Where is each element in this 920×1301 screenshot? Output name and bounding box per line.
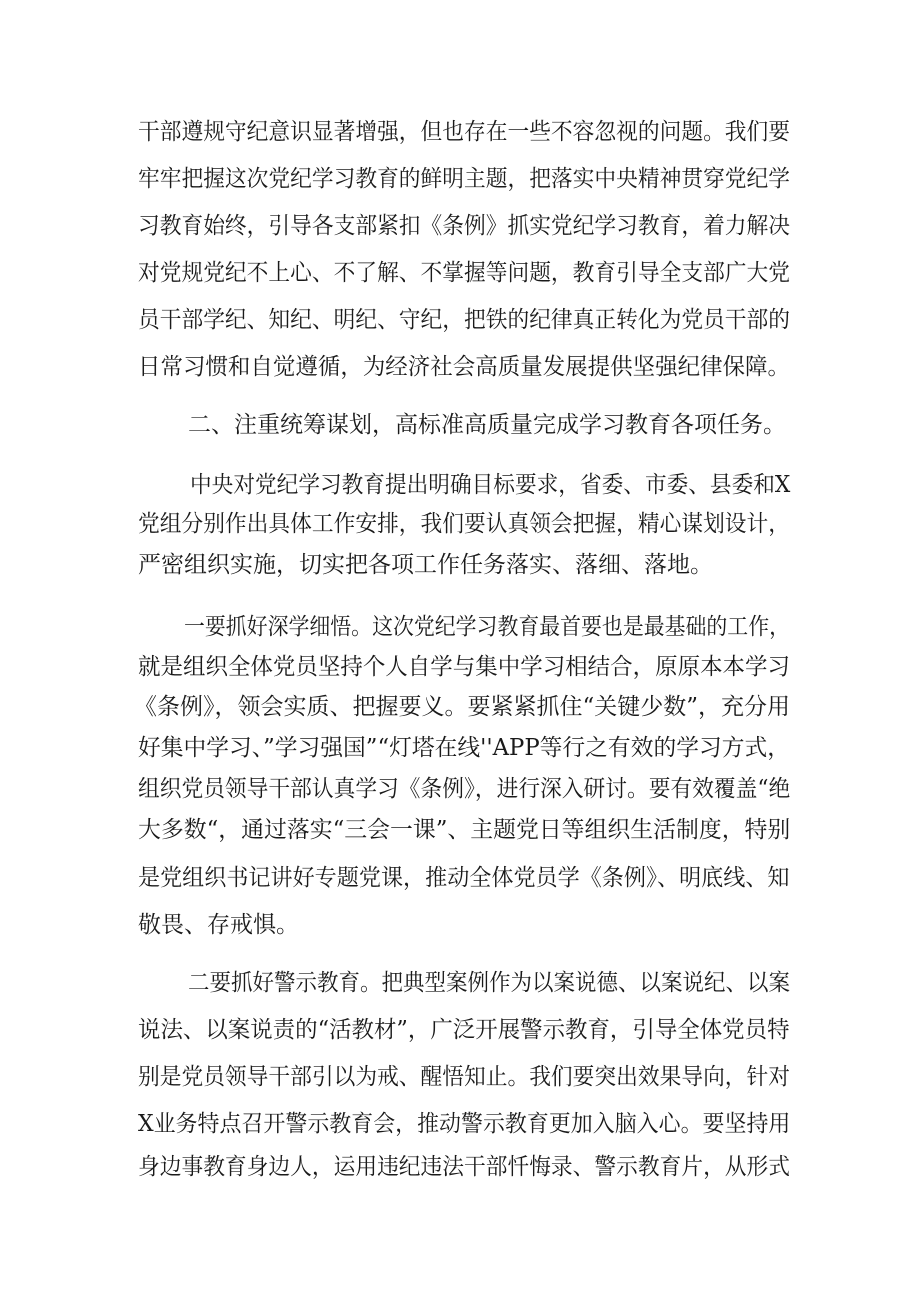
paragraph-3-line-4: 好集中学习、”学习强国”“灯塔在线''APP等行之有效的学习方式， [138,735,790,761]
section-heading: 二、注重统筹谋划，高标准高质量完成学习教育各项任务。 [188,412,786,438]
paragraph-1-line-5: 员干部学纪、知纪、明纪、守纪，把铁的纪律真正转化为党员干部的 [138,307,790,333]
paragraph-2-line-2: 党组分别作出具体工作安排，我们要认真领会把握，精心谋划设计， [138,511,790,537]
paragraph-4-line-4: X业务特点召开警示教育会，推动警示教育更加入脑入心。要坚持用 [138,1111,791,1137]
paragraph-3-line-5: 组织党员领导干部认真学习《条例》，进行深入研讨。要有效覆盖“绝 [138,776,791,802]
paragraph-4-line-2: 说法、以案说责的“活教材”，广泛开展警示教育，引导全体党员特 [138,1017,790,1043]
paragraph-1-line-3: 习教育始终，引导各支部紧扣《条例》抓实党纪学习教育，着力解决 [138,213,790,239]
paragraph-2-line-1: 中央对党纪学习教育提出明确目标要求，省委、市委、县委和X [190,472,791,498]
paragraph-1-line-6: 日常习惯和自觉遵循，为经济社会高质量发展提供坚强纪律保障。 [138,354,790,380]
paragraph-4-line-3: 别是党员领导干部引以为戒、醒悟知止。我们要突出效果导向，针对 [138,1064,790,1090]
paragraph-3-line-6: 大多数“，通过落实“三会一课”、主题党日等组织生活制度，特别 [138,817,791,843]
paragraph-1-line-4: 对党规党纪不上心、不了解、不掌握等问题，教育引导全支部广大党 [138,260,790,286]
paragraph-4-line-5: 身边事教育身边人，运用违纪违法干部忏悔录、警示教育片，从形式 [138,1154,790,1180]
paragraph-1-line-2: 牢牢把握这次党纪学习教育的鲜明主题，把落实中央精神贯穿党纪学 [138,166,790,192]
paragraph-2-line-3: 严密组织实施，切实把各项工作任务落实、落细、落地。 [138,552,713,578]
paragraph-3-line-7: 是党组织书记讲好专题党课，推动全体党员学《条例》、明底线、知 [138,865,790,891]
paragraph-3-line-3: 《条例》，领会实质、把握要义。要紧紧抓住“关键少数”，充分用 [134,694,791,720]
paragraph-4-line-1: 二要抓好警示教育。把典型案例作为以案说德、以案说纪、以案 [188,970,790,996]
paragraph-1-line-1: 干部遵规守纪意识显著增强，但也存在一些不容忽视的问题。我们要 [138,119,790,145]
paragraph-3-line-1: 一要抓好深学细悟。这次党纪学习教育最首要也是最基础的工作， [184,614,790,640]
paragraph-3-line-2: 就是组织全体党员坚持个人自学与集中学习相结合，原原本本学习 [138,654,790,680]
paragraph-3-line-8: 敬畏、存戒惧。 [138,912,299,938]
